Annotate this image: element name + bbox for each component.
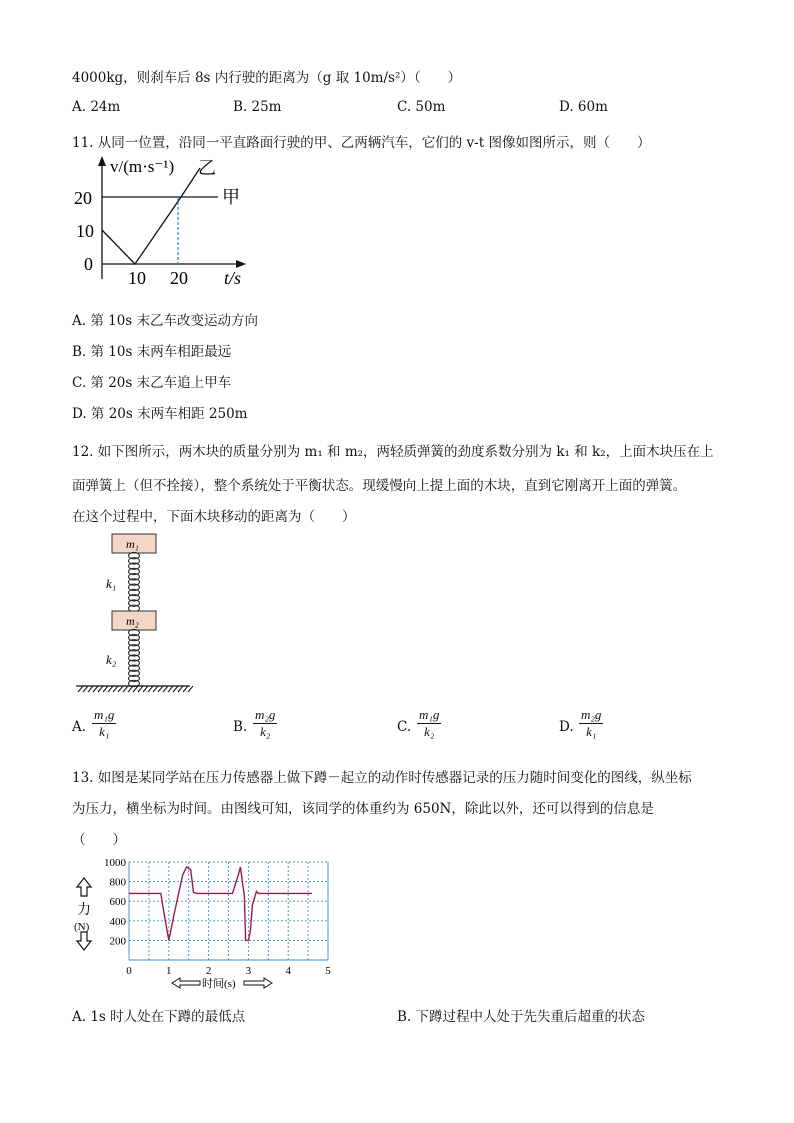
- fraction-denominator: k₁: [99, 724, 110, 739]
- q10-option-d: D. 60m: [559, 99, 608, 115]
- q12-spring-figure: [72, 530, 196, 694]
- q12-option-c-fraction: [417, 707, 441, 740]
- spring-k2-label: k₂: [106, 652, 117, 667]
- fraction-denominator: k₂: [424, 724, 435, 739]
- q12-option-a-fraction: [92, 707, 116, 740]
- force-graph-y-ticks: [104, 857, 127, 947]
- hatch-mark: [158, 686, 163, 692]
- y-axis-label: v/(m·s⁻¹): [110, 157, 175, 176]
- x-tick-label: 1: [166, 965, 172, 977]
- x-tick-label: 4: [285, 965, 291, 977]
- hatch-mark: [118, 686, 123, 692]
- q11-option-a: A. 第 10s 末乙车改变运动方向: [72, 313, 259, 329]
- q11-option-c: C. 第 20s 末乙车追上甲车: [72, 375, 232, 391]
- hatch-mark: [103, 686, 108, 692]
- hatch-mark: [188, 686, 193, 692]
- hatch-mark: [98, 686, 103, 692]
- left-arrow-icon: [172, 978, 200, 988]
- hatch-mark: [173, 686, 178, 692]
- q12-option-d-fraction: [579, 707, 603, 740]
- q13-option-a: A. 1s 时人处在下蹲的最低点: [72, 1009, 246, 1025]
- hatch-mark: [108, 686, 113, 692]
- x-tick-10: 10: [128, 268, 146, 288]
- q12-option-b-letter: B.: [233, 719, 248, 735]
- hatch-mark: [148, 686, 153, 692]
- hatch-mark: [78, 686, 83, 692]
- hatch-mark: [168, 686, 173, 692]
- fraction-denominator: k₂: [260, 724, 271, 739]
- q12-option-c-letter: C.: [397, 719, 412, 735]
- hatch-mark: [88, 686, 93, 692]
- fraction-denominator: k₁: [586, 724, 597, 739]
- q13-stem-line2: 为压力，横坐标为时间。由图线可知，该同学的体重约为 650N，除此以外，还可以得到的信息是: [72, 801, 654, 817]
- hatch-mark: [183, 686, 188, 692]
- series-jia-label: 甲: [222, 187, 240, 207]
- right-arrow-icon: [244, 978, 272, 988]
- fraction-numerator: m₂g: [581, 707, 602, 722]
- y-tick-label: 400: [109, 915, 126, 928]
- x-tick-label: 3: [245, 965, 252, 977]
- hatch-mark: [163, 686, 168, 692]
- y-axis-arrow: [98, 156, 106, 166]
- hatch-mark: [93, 686, 98, 692]
- down-arrow-icon: [77, 932, 91, 950]
- x-axis-label: t/s: [224, 268, 242, 288]
- q13-stem-line1: 13. 如图是某同学站在压力传感器上做下蹲－起立的动作时传感器记录的压力随时间变化的图线，纵坐标: [72, 770, 692, 786]
- q12-option-b-fraction: [253, 707, 277, 740]
- fraction-numerator: m₁g: [94, 707, 115, 722]
- hatch-mark: [143, 686, 148, 692]
- y-tick-label: 1000: [104, 857, 126, 869]
- hatch-mark: [138, 686, 143, 692]
- block-m1-label: m₁: [126, 537, 139, 551]
- force-graph-grid: [129, 862, 328, 960]
- fraction-numerator: m₁g: [419, 707, 440, 722]
- y-tick-10: 10: [76, 221, 94, 241]
- hatch-mark: [178, 686, 183, 692]
- force-curve: [129, 867, 312, 941]
- q11-stem: 11. 从同一位置，沿同一平直路面行驶的甲、乙两辆汽车，它们的 v-t 图像如图所示，则（ ）: [72, 135, 651, 151]
- spring-k1-label: k₁: [106, 576, 117, 591]
- x-tick-label: 2: [205, 965, 212, 977]
- series-yi-label: 乙: [198, 158, 216, 178]
- q12-stem-line1: 12. 如下图所示，两木块的质量分别为 m₁ 和 m₂，两轻质弹簧的劲度系数分别为 k₁ 和 k₂，上面木块压在上: [72, 444, 714, 460]
- x-tick-label: 5: [325, 965, 331, 977]
- q13-force-graph: [72, 852, 342, 992]
- y-tick-label: 200: [109, 935, 126, 948]
- q12-stem-line3: 在这个过程中，下面木块移动的距离为（ ）: [72, 509, 356, 525]
- up-arrow-icon: [77, 878, 91, 896]
- y-tick-20: 20: [74, 188, 92, 208]
- x-axis-arrow: [236, 260, 246, 268]
- q10-stem: 4000kg，则刹车后 8s 内行驶的距离为（g 取 10m/s²）（ ）: [72, 70, 462, 86]
- x-label-time: 时间(s): [202, 978, 236, 990]
- x-tick-label: 0: [126, 965, 132, 977]
- series-yi-line: [102, 168, 200, 264]
- q11-option-d: D. 第 20s 末两车相距 250m: [72, 406, 248, 422]
- y-tick-0: 0: [84, 254, 93, 274]
- q10-option-a: A. 24m: [72, 99, 121, 115]
- q13-stem-line3: （ ）: [72, 832, 126, 848]
- spring-k1: [129, 552, 140, 611]
- y-label-force: 力: [77, 903, 91, 918]
- hatch-mark: [123, 686, 128, 692]
- q10-option-b: B. 25m: [233, 99, 282, 115]
- q12-stem-line2: 面弹簧上（但不拴接），整个系统处于平衡状态。现缓慢向上提上面的木块，直到它刚离开上面的弹簧。: [72, 478, 687, 494]
- q12-option-d-letter: D.: [559, 719, 574, 735]
- spring-k2: [129, 629, 140, 686]
- hatch-mark: [83, 686, 88, 692]
- y-label-unit: (N): [74, 921, 90, 933]
- block-m2-label: m₂: [126, 614, 139, 628]
- fraction-numerator: m₂g: [255, 707, 276, 722]
- x-tick-20: 20: [170, 268, 188, 288]
- y-tick-label: 800: [109, 876, 126, 889]
- q13-option-b: B. 下蹲过程中人处于先失重后超重的状态: [397, 1009, 646, 1025]
- q12-option-a-letter: A.: [72, 719, 87, 735]
- force-graph-x-ticks: [126, 965, 331, 977]
- q10-option-c: C. 50m: [397, 99, 446, 115]
- hatch-mark: [153, 686, 158, 692]
- y-tick-label: 600: [109, 896, 126, 909]
- q11-option-b: B. 第 10s 末两车相距最远: [72, 344, 232, 360]
- q11-vt-graph: [72, 154, 252, 289]
- hatch-mark: [128, 686, 133, 692]
- hatch-mark: [113, 686, 118, 692]
